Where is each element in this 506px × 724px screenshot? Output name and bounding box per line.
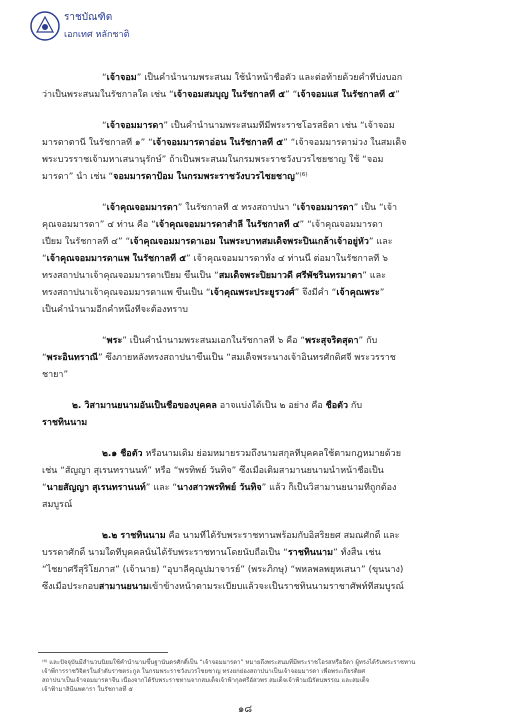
- footnote-line: สถาปนาเป็นเจ้าจอมมารดาจีน เนื่องจากได้รับพระราชทานจากสมเด็จเจ้าฟ้ากุลศรีอัสวพร สมเด็จเจ้าฟ้ามณิรัตนพรรณ และสมเด็จ: [42, 677, 370, 684]
- paragraph-line: ว่าเป็นพระสนมในรัชกาลใด เช่น “เจ้าจอมสมบุญ ในรัชกาลที่ ๕” “เจ้าจอมแส ในรัชกาลที่ ๕”: [42, 90, 400, 100]
- paragraph-line: ๒.๑ ชื่อตัว หรือนามเดิม ย่อมหมายรวมถึงนามสกุลที่บุคคลใช้ตามกฎหมายด้วย: [102, 449, 401, 459]
- paragraph-line: เช่น “สัญญา สุเรนทรานนท์” หรือ “พรทิพย์ วันทิจ” ซึ่งเมื่อเติมสามานยนามนำหน้าชื่อเป็น: [42, 466, 384, 476]
- paragraph-line: “ไชยาศรีสุริโยภาส” (เจ้านาย) “อุบาลีคุณูปมาจารย์” (พระภิกษุ) “พหลพลพยุหเสนา” (ขุนนาง): [42, 565, 404, 575]
- brand-subtitle: เอกเทศ หลักชาติ: [64, 30, 130, 40]
- paragraph-line: เป็นคำนำนามอีกคำหนึ่งที่จะต้องทราบ: [42, 305, 188, 315]
- paragraph-line: มารดาตานี ในรัชกาลที่ ๑” “เจ้าจอมมารดาอ่อน ในรัชกาลที่ ๕” “เจ้าจอมมารดาม่วง ในสมเด็จ: [42, 138, 407, 148]
- footnote-line: ⁽⁶⁾ และปัจจุบันมีสำนวนนิยมใช้คำนำนามขึ้นฐานันดรศักดิ์เป็น “เจ้าจอมมารดา” หมายถึงพระสนมที่มีพระราชโอรสหรือธิดา ผู้ทรงได้รับพระราชทาน: [42, 659, 416, 666]
- paragraph-line: ๒.๒ ราชทินนาม คือ นามที่ได้รับพระราชทานพร้อมกับอิสริยยศ สมณศักดิ์ และ: [102, 531, 400, 541]
- paragraph-line: บรรดาศักดิ์ นามใดที่บุคคลนั้นได้รับพระราชทานโดยนับถือเป็น “ราชทินนาม” ทั้งสิ้น เช่น: [42, 548, 381, 558]
- brand-title: ราชบัณฑิต: [64, 12, 113, 23]
- paragraph-line: “นายสัญญา สุเรนทรานนท์” และ “นางสาวพรทิพย์ วันทิจ” แล้ว ก็เป็นวิสามานยนามที่ถูกต้อง: [42, 483, 397, 493]
- paragraph-line: ทรงสถาปนาเจ้าคุณจอมมารดาแพ ขึ้นเป็น “เจ้าคุณพระประยูรวงศ์” จึงมีคำ “เจ้าคุณพระ”: [42, 288, 385, 298]
- paragraph-line: พระบวรราชเจ้ามหาเสนานุรักษ์” ถ้าเป็นพระสนมในกรมพระราชวังบวรไชยชาญ ใช้ “จอม: [42, 155, 384, 165]
- paragraph-line: “เจ้าคุณจอมมารดาแพ ในรัชกาลที่ ๕” เจ้าคุณจอมมารดาทั้ง ๔ ท่านนี้ ต่อมาในรัชกาลที่ ๖: [42, 254, 388, 264]
- paragraph-line: ซึ่งเมื่อประกอบสามานยนามเข้าข้างหน้าตามระเบียบแล้วจะเป็นราชทินนามราชาศัพท์ที่สมบูรณ์: [42, 582, 404, 592]
- paragraph-line: ทรงสถาปนาเจ้าคุณจอมมารดาเปี่ยม ขึ้นเป็น “สมเด็จพระปิยมาวดี ศรีพัชรินทรมาตา” และ: [42, 271, 386, 281]
- footnote-line: เจ้าพี่การราชวิจิตรในลำดับราชตระกูล ในกรมพระราชวังบวรไชยชาญ ทรงยกย่องสถาปนาเป็นเจ้าจอมมารดา เพื่อพระเกียรติยศ: [42, 668, 366, 675]
- paragraph-line: “เจ้าจอม” เป็นคำนำนามพระสนม ใช้นำหน้าชื่อตัว และต่อท้ายด้วยคำที่บ่งบอก: [102, 73, 403, 83]
- paragraph-line: เปี่ยม ในรัชกาลที่ ๔” “เจ้าคุณจอมมารดาเอม ในพระบาทสมเด็จพระปิ่นเกล้าเจ้าอยู่หัว” และ: [42, 237, 393, 247]
- paragraph-line: “เจ้าจอมมารดา” เป็นคำนำนามพระสนมที่มีพระราชโอรสธิดา เช่น “เจ้าจอม: [102, 121, 395, 131]
- paragraph-line: ๒. วิสามานยนามอันเป็นชื่อของบุคคล อาจแบ่งได้เป็น ๒ อย่าง คือ ชื่อตัว กับ: [72, 401, 363, 411]
- footnote-divider: [38, 652, 168, 653]
- page-number: ๑๘: [238, 704, 253, 715]
- paragraph-line: คุณจอมมารดา” ๔ ท่าน คือ “เจ้าคุณจอมมารดาสำลี ในรัชกาลที่ ๔” “เจ้าคุณจอมมารดา: [42, 220, 383, 230]
- footnote-line: เจ้าฟ้ามาลินีนพดารา ในรัชกาลที่ ๕: [42, 686, 133, 693]
- paragraph-line: ราชทินนาม: [42, 418, 88, 428]
- paragraph-line: มารดา” นำ เช่น “จอมมารดาป้อม ในกรมพระราชวังบวรไชยชาญ”⁽⁶⁾: [42, 172, 308, 182]
- paragraph-line: “พระอินทราณี” ซึ่งภายหลังทรงสถาปนาขึ้นเป็น “สมเด็จพระนางเจ้าอินทรศักดิศจี พระวรราช: [42, 353, 396, 363]
- paragraph-line: สมบูรณ์: [42, 500, 73, 510]
- paragraph-line: “พระ” เป็นคำนำนามพระสนมเอกในรัชกาลที่ ๖ คือ “พระสุจริตสุดา” กับ: [102, 336, 378, 346]
- paragraph-line: ชายา”: [42, 370, 69, 380]
- paragraph-line: “เจ้าคุณจอมมารดา” ในรัชกาลที่ ๕ ทรงสถาปนา “เจ้าจอมมารดา” เป็น “เจ้า: [102, 203, 398, 213]
